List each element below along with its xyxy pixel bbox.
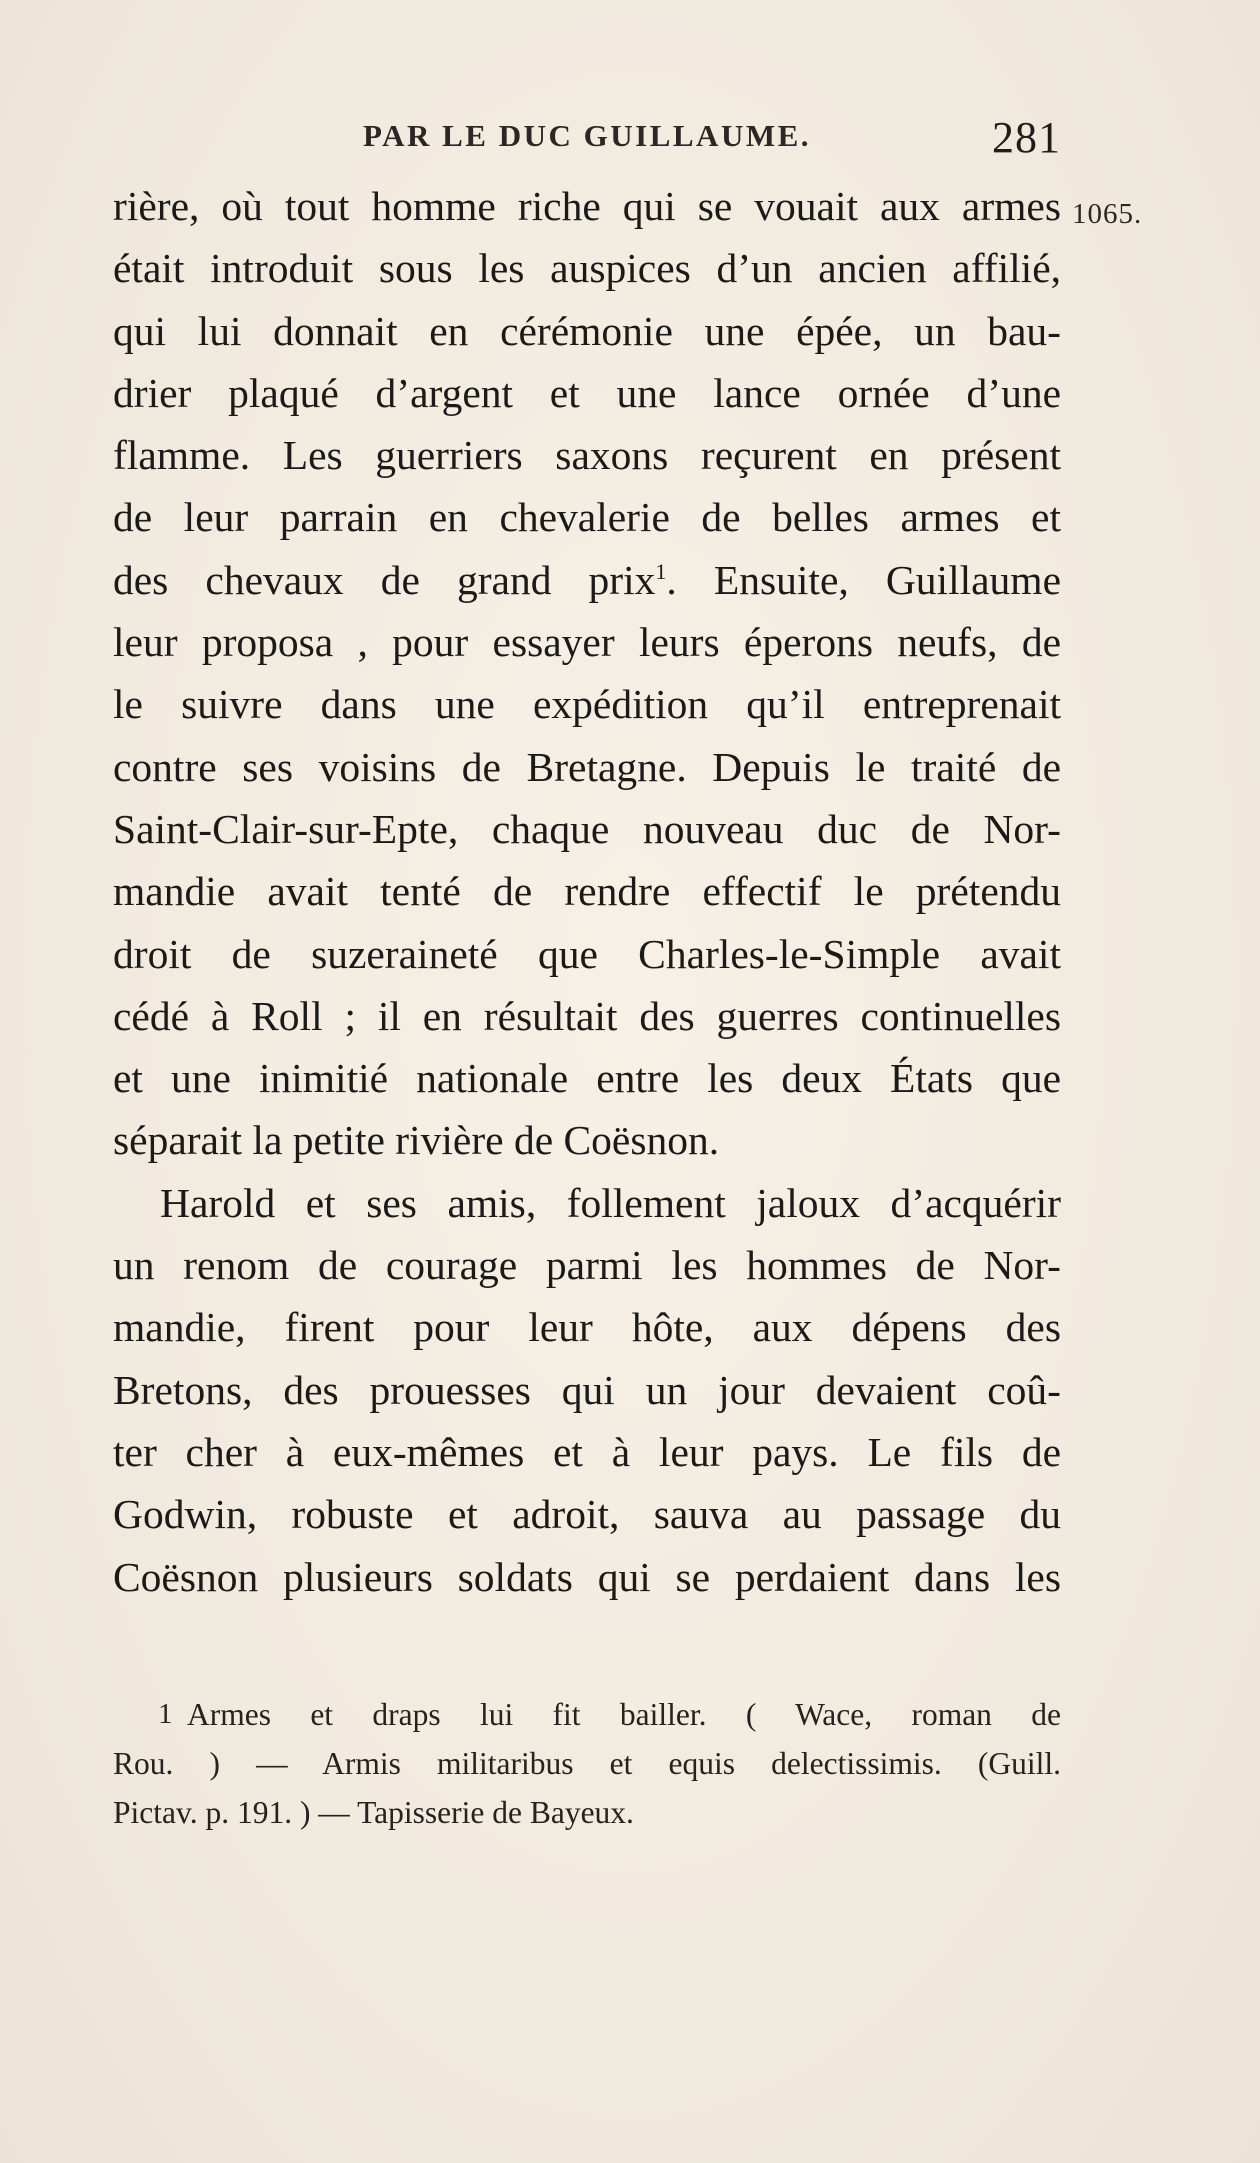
margin-year-note: 1065. bbox=[1072, 198, 1143, 230]
text-line: drier plaqué d’argent et une lance ornée d’une bbox=[113, 369, 1061, 416]
footnote-text: Armes et draps lui fit bailler. ( Wace, roman de bbox=[187, 1697, 1061, 1732]
text-line: le suivre dans une expédition qu’il entreprenait bbox=[113, 681, 1061, 728]
text-line: un renom de courage parmi les hommes de Nor- bbox=[113, 1242, 1061, 1289]
footnote-number: 1 bbox=[158, 1698, 173, 1730]
text-segment: des chevaux de grand prix bbox=[113, 556, 656, 603]
text-line: Harold et ses amis, follement jaloux d’acquérir bbox=[160, 1179, 1061, 1226]
text-line: rière, où tout homme riche qui se vouait aux armes bbox=[113, 183, 1061, 229]
text-line: flamme. Les guerriers saxons reçurent en présent bbox=[113, 432, 1061, 479]
text-line: Godwin, robuste et adroit, sauva au passage du bbox=[113, 1491, 1061, 1538]
text-line: était introduit sous les auspices d’un ancien affilié, bbox=[113, 245, 1061, 292]
running-head bbox=[113, 113, 1061, 168]
text-line: ter cher à eux-mêmes et à leur pays. Le fils de bbox=[113, 1428, 1061, 1475]
footnote-line: Pictav. p. 191. ) — Tapisserie de Bayeux. bbox=[113, 1795, 634, 1830]
text-line: qui lui donnait en cérémonie une épée, un bau- bbox=[113, 307, 1061, 354]
text-line: de leur parrain en chevalerie de belles armes et bbox=[113, 494, 1061, 541]
body-text bbox=[113, 175, 1061, 1608]
text-line: cédé à Roll ; il en résultait des guerres continuelles bbox=[113, 992, 1061, 1039]
footnotes bbox=[113, 1690, 1061, 1837]
text-line: Saint-Clair-sur-Epte, chaque nouveau duc de Nor- bbox=[113, 805, 1061, 852]
footnote-line: Rou. ) — Armis militaribus et equis delectissimis. (Guill. bbox=[113, 1746, 1061, 1781]
text-line: Coësnon plusieurs soldats qui se perdaient dans les bbox=[113, 1553, 1061, 1600]
text-line: leur proposa , pour essayer leurs éperons neufs, de bbox=[113, 619, 1061, 666]
text-line: mandie, firent pour leur hôte, aux dépens des bbox=[113, 1304, 1061, 1351]
text-line: droit de suzeraineté que Charles-le-Simple avait bbox=[113, 930, 1061, 977]
text-line: et une inimitié nationale entre les deux États que bbox=[113, 1055, 1061, 1102]
text-line: séparait la petite rivière de Coësnon. bbox=[113, 1117, 720, 1164]
text-line: mandie avait tenté de rendre effectif le prétendu bbox=[113, 868, 1061, 915]
page-number: 281 bbox=[992, 113, 1061, 162]
running-title: PAR LE DUC GUILLAUME. bbox=[362, 118, 812, 153]
footnote-reference[interactable]: 1 bbox=[655, 558, 667, 584]
text-line: Bretons, des prouesses qui un jour devaient coû- bbox=[113, 1366, 1061, 1413]
text-segment: . Ensuite, Guillaume bbox=[666, 556, 1061, 603]
text-line: contre ses voisins de Bretagne. Depuis le traité de bbox=[113, 743, 1061, 790]
text-line-with-footnote bbox=[113, 549, 1061, 611]
footnote-line bbox=[113, 1690, 1061, 1739]
